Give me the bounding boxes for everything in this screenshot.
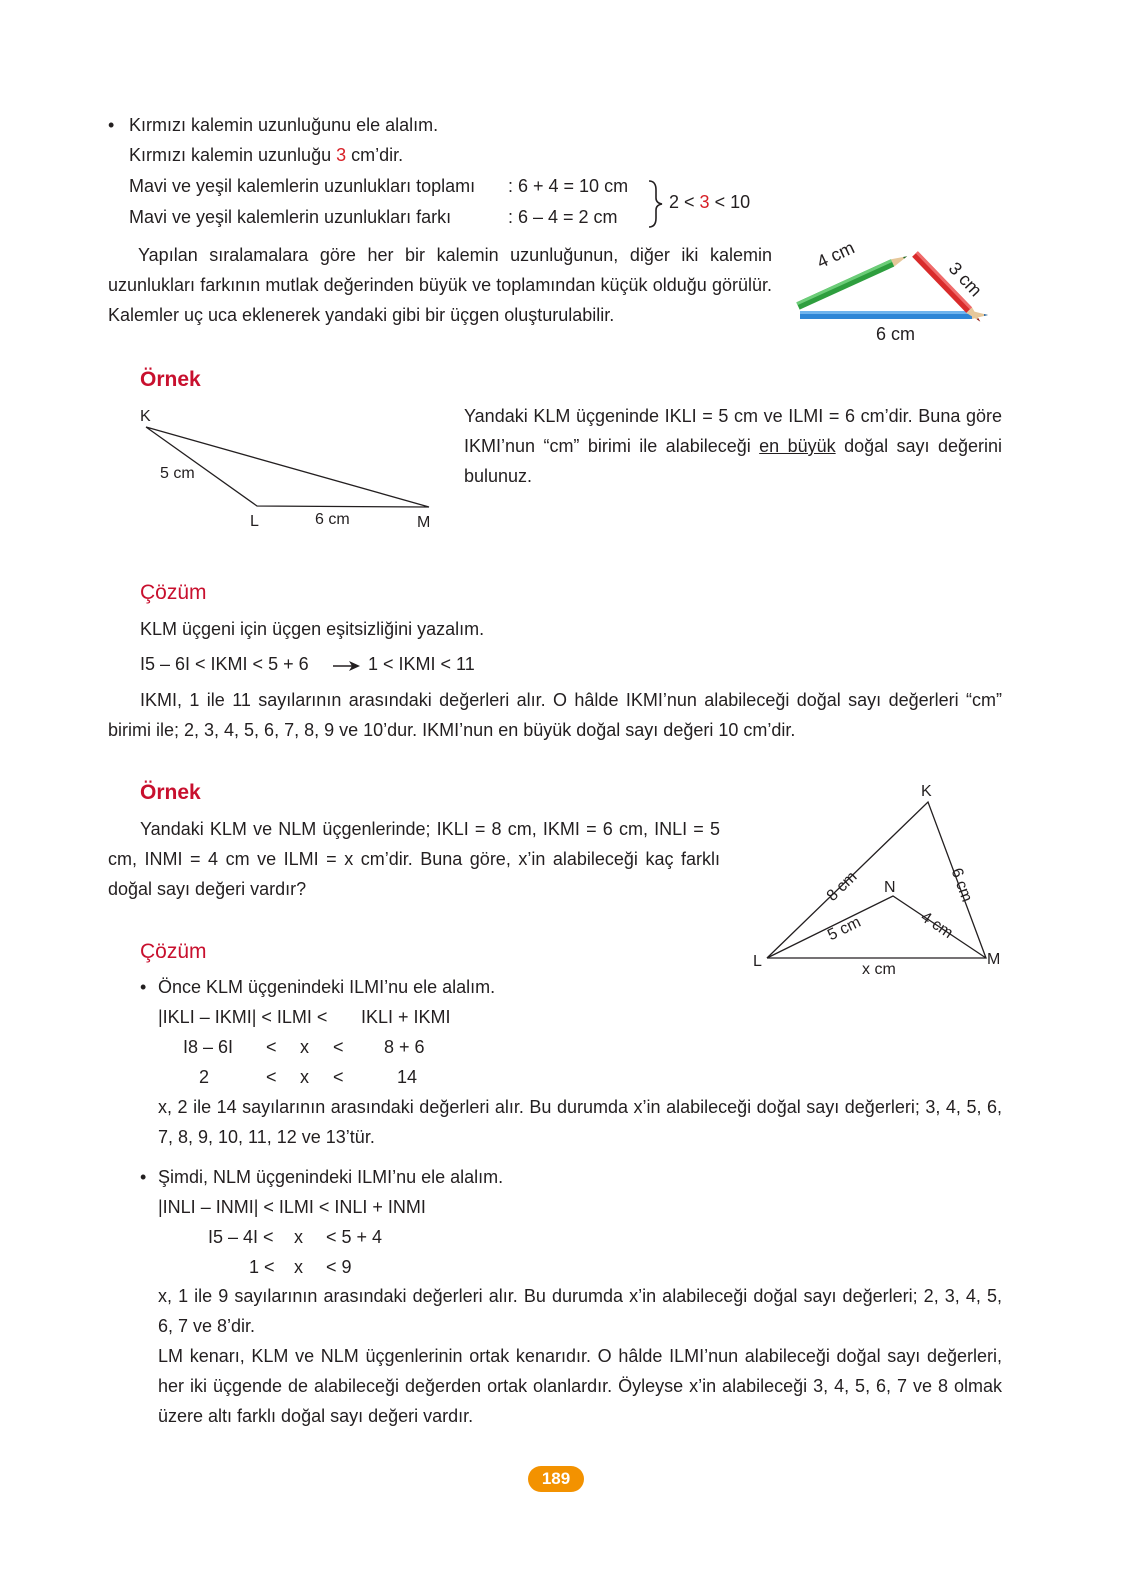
b1-row2-d: < (333, 1037, 344, 1057)
red-length: 3 (336, 145, 347, 165)
side-kl-label-1: 5 cm (160, 465, 195, 482)
blue-pencil-label: 6 cm (876, 324, 916, 344)
b2-row3-b: x (294, 1257, 303, 1277)
bullet-1-line: Önce KLM üçgenindeki ILMI’nu ele alalım. (158, 977, 496, 997)
b1-row3-d: < (333, 1067, 344, 1087)
red-pencil-label: 3 cm (944, 258, 986, 301)
bullet: • (140, 977, 147, 997)
b1-row3-b: < (266, 1067, 277, 1087)
solution-1-heading: Çözüm (140, 581, 207, 604)
vertex-k-2: K (921, 783, 932, 800)
diff-label: Mavi ve yeşil kalemlerin uzunlukları farkı (129, 207, 452, 227)
b1-row3-e: 14 (397, 1067, 418, 1087)
example-1-question: Yandaki KLM üçgeninde IKLI = 5 cm ve ILMI = 6 cm’dir. Buna göre IKMI’nun “cm” birimi ile alabileceği en büyük doğal sayı değerini bulunuz. (464, 406, 1003, 486)
solution-1-inequality-left: I5 – 6I < IKMI < 5 + 6 (140, 654, 309, 674)
b1-row3-a: 2 (199, 1067, 210, 1087)
example-2-heading: Örnek (140, 781, 201, 804)
side-nl-label: 5 cm (825, 913, 864, 945)
b1-row1-right: IKLI + IKMI (361, 1007, 451, 1027)
b1-row3-c: x (300, 1067, 309, 1087)
underlined-phrase: en büyük (759, 436, 836, 456)
b1-row2-c: x (300, 1037, 309, 1057)
vertex-m-2: M (987, 951, 1001, 968)
b2-row3-c: < 9 (326, 1257, 352, 1277)
b1-row2-e: 8 + 6 (384, 1037, 425, 1057)
b2-row3-a: 1 < (249, 1257, 275, 1277)
vertex-l-1: L (250, 513, 259, 530)
blue-pencil (800, 311, 988, 319)
solution-1-inequality-right: 1 < IKMI < 11 (368, 654, 475, 674)
b1-row2-b: < (266, 1037, 277, 1057)
side-kl-label-2: 8 cm (823, 868, 861, 905)
solution-2-heading: Çözüm (140, 940, 207, 963)
b1-row1-left: |IKLI – IKMI| < ILMI < (158, 1007, 328, 1027)
side-lm-label-2: x cm (862, 961, 896, 978)
arrow-icon (332, 660, 362, 672)
bullet-1-paragraph: x, 2 ile 14 sayılarının arasındaki değerleri alır. Bu durumda x’in alabileceği doğal sayı değerleri; 3, 4, 5, 6, 7, 8, 9, 10, 11, 12 ve 13’tür. (158, 1097, 1002, 1147)
line-1: Kırmızı kalemin uzunluğunu ele alalım. (129, 115, 439, 135)
side-km-label-2: 6 cm (947, 865, 976, 905)
side-lm-label-1: 6 cm (315, 511, 350, 528)
b2-row1: |INLI – INMI| < ILMI < INLI + INMI (158, 1197, 426, 1217)
inequality: 2 < 3 < 10 (669, 192, 751, 212)
right-brace (648, 180, 664, 228)
vertex-l-2: L (753, 953, 762, 970)
green-pencil-label: 4 cm (813, 237, 858, 273)
vertex-k-1: K (140, 408, 151, 425)
bullet-2-line: Şimdi, NLM üçgenindeki ILMI’nu ele alalım. (158, 1167, 504, 1187)
diff-expression: : 6 – 4 = 2 cm (508, 207, 618, 227)
page-number: 189 (528, 1466, 584, 1492)
solution-1-line-1: KLM üçgeni için üçgen eşitsizliğini yazalım. (140, 619, 485, 639)
b1-row2-a: I8 – 6I (183, 1037, 234, 1057)
solution-1-paragraph: IKMI, 1 ile 11 sayılarının arasındaki değerleri alır. O hâlde IKMI’nun alabileceği doğal sayı değerleri “cm” birimi ile; 2, 3, 4, 5, 6, 7, 8, 9 ve 10’dur. IKMI’nun en büyük doğal sayı değeri 10 cm’dir. (108, 690, 1002, 740)
bullet-2-paragraph: x, 1 ile 9 sayılarının arasındaki değerleri alır. Bu durumda x’in alabileceği doğal sayı değerleri; 2, 3, 4, 5, 6, 7 ve 8’dir. (158, 1286, 1002, 1336)
vertex-m-1: M (417, 514, 431, 531)
side-nm-label: 4 cm (917, 908, 956, 943)
example-1-heading: Örnek (140, 368, 201, 391)
sum-label: Mavi ve yeşil kalemlerin uzunlukları toplamı (129, 176, 476, 196)
b2-row2-b: x (294, 1227, 303, 1247)
bullet: • (108, 115, 115, 135)
bullet: • (140, 1167, 147, 1187)
example-2-question: Yandaki KLM ve NLM üçgenlerinde; IKLI = 8 cm, IKMI = 6 cm, INLI = 5 cm, INMI = 4 cm ve ILMI = x cm’dir. Buna göre, x’in alabileceği kaç farklı doğal sayı değeri vardır? (108, 819, 720, 899)
b2-row2-a: I5 – 4I < (208, 1227, 274, 1247)
vertex-n: N (884, 879, 896, 896)
sum-expression: : 6 + 4 = 10 cm (508, 176, 629, 196)
pencil-paragraph: Yapılan sıralamalara göre her bir kalemin uzunluğunun, diğer iki kalemin uzunlukları farkının mutlak değerinden büyük ve toplamından küçük olduğu görülür. Kalemler uç uca eklenerek yandaki gibi bir üçgen oluşturulabilir. (108, 245, 772, 325)
conclusion-paragraph: LM kenarı, KLM ve NLM üçgenlerinin ortak kenarıdır. O hâlde ILMI’nun alabileceği doğal sayı değerleri, her iki üçgende de alabileceği değerden ortak olanlardır. Öyleyse x’in alabileceği 3, 4, 5, 6, 7 ve 8 olmak üzere altı farklı doğal sayı değeri vardır. (158, 1346, 1002, 1426)
line-2: Kırmızı kalemin uzunluğu 3 cm’dir. (129, 145, 404, 165)
b2-row2-c: < 5 + 4 (326, 1227, 383, 1247)
